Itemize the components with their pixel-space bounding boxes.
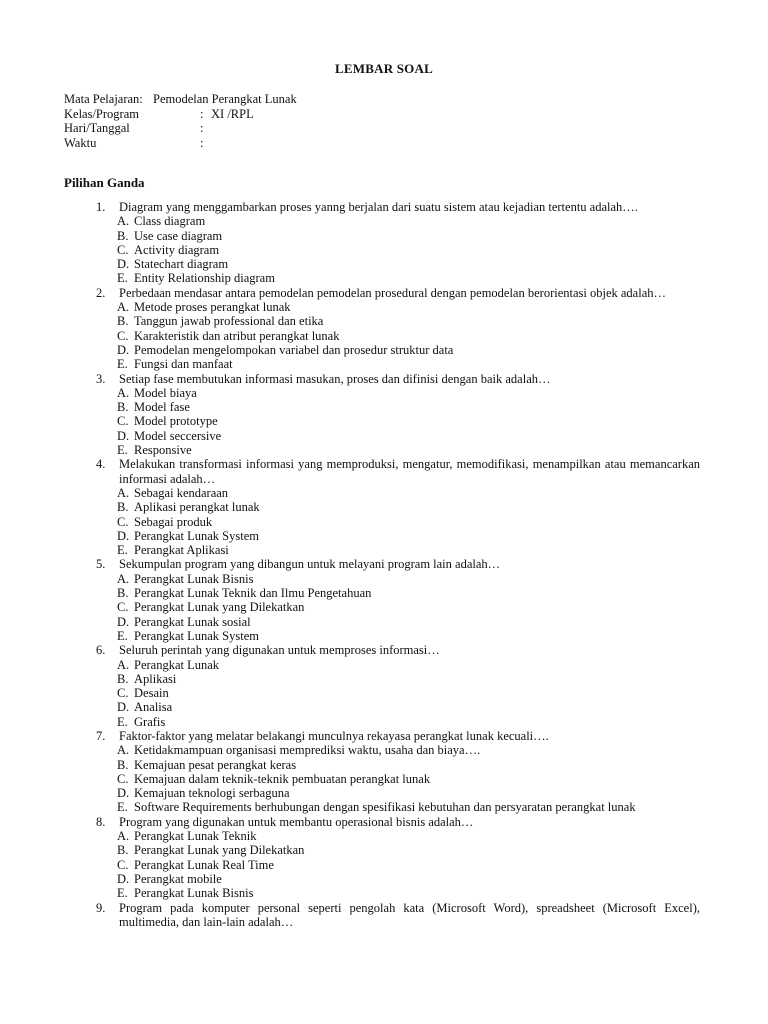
option-text: Use case diagram <box>134 228 223 243</box>
answer-option <box>117 300 700 314</box>
section-title: Pilihan Ganda <box>64 175 145 190</box>
meta-label: Hari/Tanggal <box>64 121 130 135</box>
option-text: Kemajuan teknologi serbaguna <box>134 786 290 801</box>
question-text: Faktor-faktor yang melatar belakangi munculnya rekayasa perangkat lunak kecuali…. <box>119 728 549 743</box>
option-text: Pemodelan mengelompokan variabel dan prosedur struktur data <box>134 342 454 357</box>
option-text: Metode proses perangkat lunak <box>134 300 291 315</box>
question-text: Seluruh perintah yang digunakan untuk memproses informasi… <box>119 643 440 658</box>
option-letter: B. <box>117 843 129 858</box>
question-number: 6. <box>96 643 106 658</box>
meta-value: Pemodelan Perangkat Lunak <box>153 92 297 106</box>
option-letter: E. <box>117 886 128 901</box>
question-text: Melakukan transformasi informasi yang memproduksi, mengatur, memodifikasi, menampilkan atau memancarkan informasi adalah… <box>119 457 700 486</box>
meta-colon: : <box>200 135 204 150</box>
option-letter: B. <box>117 757 129 772</box>
answer-option <box>117 629 700 643</box>
answer-option <box>117 543 700 557</box>
option-text: Aplikasi perangkat lunak <box>134 500 260 515</box>
option-letter: E. <box>117 271 128 286</box>
meta-colon: : <box>200 121 204 135</box>
option-text: Aplikasi <box>134 671 177 686</box>
option-text: Grafis <box>134 714 166 729</box>
option-text: Perangkat Lunak Teknik dan Ilmu Pengetahuan <box>134 586 372 601</box>
option-text: Perangkat Lunak Teknik <box>134 829 257 844</box>
option-list <box>117 386 700 457</box>
option-letter: B. <box>117 228 129 243</box>
option-letter: A. <box>117 300 130 315</box>
option-text: Activity diagram <box>134 242 220 257</box>
option-text: Sebagai kendaraan <box>134 485 229 500</box>
option-text: Perangkat Lunak <box>134 657 220 672</box>
answer-option <box>117 386 700 400</box>
option-text: Kemajuan dalam teknik-teknik pembuatan perangkat lunak <box>134 771 431 786</box>
answer-option <box>117 843 700 857</box>
option-letter: B. <box>117 400 129 415</box>
option-text: Desain <box>134 686 169 701</box>
option-text: Fungsi dan manfaat <box>134 357 233 372</box>
option-letter: B. <box>117 500 129 515</box>
answer-option <box>117 214 700 228</box>
answer-option <box>117 886 700 900</box>
meta-label: Waktu <box>64 135 97 150</box>
answer-option <box>117 400 700 414</box>
answer-option <box>117 772 700 786</box>
option-letter: B. <box>117 314 129 329</box>
option-letter: A. <box>117 657 130 672</box>
question-text: Setiap fase membutukan informasi masukan, proses dan difinisi dengan baik adalah… <box>119 371 551 386</box>
option-text: Class diagram <box>134 214 206 229</box>
option-text: Model fase <box>134 400 190 415</box>
question-number: 7. <box>96 728 106 743</box>
option-letter: B. <box>117 586 129 601</box>
meta-colon: : <box>200 106 204 121</box>
option-text: Perangkat Lunak Bisnis <box>134 886 254 901</box>
option-letter: C. <box>117 242 129 257</box>
option-letter: D. <box>117 257 130 272</box>
answer-option <box>117 615 700 629</box>
option-letter: D. <box>117 342 130 357</box>
question-text: Diagram yang menggambarkan proses yanng berjalan dari suatu sistem atau kejadian tertentu adalah…. <box>119 200 638 214</box>
answer-option <box>117 829 700 843</box>
option-text: Perangkat Lunak sosial <box>134 614 251 629</box>
answer-option <box>117 700 700 714</box>
option-text: Model seccersive <box>134 428 222 443</box>
option-letter: C. <box>117 328 129 343</box>
option-letter: C. <box>117 414 129 429</box>
question-item <box>96 372 700 458</box>
option-text: Sebagai produk <box>134 514 213 529</box>
option-letter: D. <box>117 614 130 629</box>
option-letter: C. <box>117 771 129 786</box>
option-letter: A. <box>117 829 130 844</box>
option-letter: E. <box>117 357 128 372</box>
option-list <box>117 572 700 643</box>
answer-option <box>117 658 700 672</box>
answer-option <box>117 600 700 614</box>
answer-option <box>117 429 700 443</box>
option-letter: B. <box>117 671 129 686</box>
option-text: Perangkat Lunak System <box>134 528 259 543</box>
question-number: 5. <box>96 557 106 572</box>
option-text: Perangkat mobile <box>134 871 222 886</box>
question-item <box>96 557 700 643</box>
option-letter: A. <box>117 485 130 500</box>
option-text: Karakteristik dan atribut perangkat lunak <box>134 328 340 343</box>
option-text: Entity Relationship diagram <box>134 271 275 286</box>
option-letter: C. <box>117 600 129 615</box>
option-letter: D. <box>117 871 130 886</box>
option-text: Perangkat Lunak yang Dilekatkan <box>134 600 305 615</box>
option-letter: D. <box>117 528 130 543</box>
question-item <box>96 901 700 930</box>
option-letter: D. <box>117 700 130 715</box>
answer-option <box>117 786 700 800</box>
question-number: 4. <box>96 457 106 472</box>
answer-option <box>117 271 700 285</box>
option-text: Ketidakmampuan organisasi memprediksi waktu, usaha dan biaya…. <box>134 743 481 758</box>
question-item <box>96 643 700 729</box>
option-letter: E. <box>117 628 128 643</box>
answer-option <box>117 357 700 371</box>
answer-option <box>117 800 700 814</box>
option-text: Model prototype <box>134 414 218 429</box>
question-text: Program yang digunakan untuk membantu operasional bisnis adalah… <box>119 814 474 829</box>
option-text: Model biaya <box>134 385 197 400</box>
meta-label: Mata Pelajaran: <box>64 92 143 106</box>
answer-option <box>117 500 700 514</box>
option-text: Kemajuan pesat perangkat keras <box>134 757 297 772</box>
answer-option <box>117 515 700 529</box>
option-letter: E. <box>117 443 128 458</box>
answer-option <box>117 672 700 686</box>
question-number: 1. <box>96 200 106 214</box>
question-item <box>96 457 700 557</box>
page-title: LEMBAR SOAL <box>335 61 433 76</box>
option-text: Tanggun jawab professional dan etika <box>134 314 324 329</box>
answer-option <box>117 529 700 543</box>
option-text: Analisa <box>134 700 173 715</box>
option-list <box>117 214 700 285</box>
option-letter: E. <box>117 714 128 729</box>
answer-option <box>117 329 700 343</box>
option-text: Software Requirements berhubungan dengan spesifikasi kebutuhan dan persyaratan perangkat lunak <box>134 800 636 815</box>
question-item <box>96 200 700 286</box>
answer-option <box>117 743 700 757</box>
option-text: Perangkat Lunak yang Dilekatkan <box>134 843 305 858</box>
option-text: Perangkat Lunak Real Time <box>134 857 274 872</box>
question-number: 9. <box>96 900 106 915</box>
header-info <box>64 92 297 150</box>
question-text: Perbedaan mendasar antara pemodelan pemodelan prosedural dengan pemodelan berorientasi objek adalah… <box>119 285 666 300</box>
answer-option <box>117 858 700 872</box>
meta-row-class <box>64 107 297 122</box>
option-list <box>117 743 700 814</box>
question-number: 8. <box>96 814 106 829</box>
meta-row-date <box>64 121 297 136</box>
option-text: Statechart diagram <box>134 257 229 272</box>
answer-option <box>117 229 700 243</box>
option-text: Responsive <box>134 443 192 458</box>
question-item <box>96 286 700 372</box>
answer-option <box>117 314 700 328</box>
answer-option <box>117 715 700 729</box>
question-number: 3. <box>96 371 106 386</box>
option-letter: E. <box>117 800 128 815</box>
answer-option <box>117 257 700 271</box>
meta-row-subject <box>64 92 297 107</box>
option-text: Perangkat Lunak Bisnis <box>134 571 254 586</box>
option-list <box>117 829 700 900</box>
option-letter: C. <box>117 514 129 529</box>
answer-option <box>117 586 700 600</box>
answer-option <box>117 343 700 357</box>
option-letter: A. <box>117 743 130 758</box>
option-list <box>117 486 700 557</box>
option-letter: A. <box>117 385 130 400</box>
option-letter: C. <box>117 857 129 872</box>
option-list <box>117 300 700 371</box>
meta-value: XI /RPL <box>211 106 254 121</box>
answer-option <box>117 486 700 500</box>
answer-option <box>117 572 700 586</box>
option-text: Perangkat Aplikasi <box>134 543 229 558</box>
answer-option <box>117 443 700 457</box>
meta-row-time <box>64 136 297 151</box>
option-letter: E. <box>117 543 128 558</box>
answer-option <box>117 414 700 428</box>
option-list <box>117 658 700 729</box>
meta-label: Kelas/Program <box>64 106 139 121</box>
option-text: Perangkat Lunak System <box>134 628 259 643</box>
question-list <box>96 200 700 929</box>
question-text: Program pada komputer personal seperti pengolah kata (Microsoft Word), spreadsheet (Microsoft Excel), multimedia, dan lain-lain adalah… <box>119 900 700 929</box>
question-item <box>96 815 700 901</box>
option-letter: A. <box>117 214 130 229</box>
question-text: Sekumpulan program yang dibangun untuk melayani program lain adalah… <box>119 557 501 572</box>
answer-option <box>117 758 700 772</box>
option-letter: A. <box>117 571 130 586</box>
option-letter: C. <box>117 686 129 701</box>
option-letter: D. <box>117 428 130 443</box>
question-item <box>96 729 700 815</box>
answer-option <box>117 686 700 700</box>
answer-option <box>117 243 700 257</box>
option-letter: D. <box>117 786 130 801</box>
question-number: 2. <box>96 285 106 300</box>
answer-option <box>117 872 700 886</box>
